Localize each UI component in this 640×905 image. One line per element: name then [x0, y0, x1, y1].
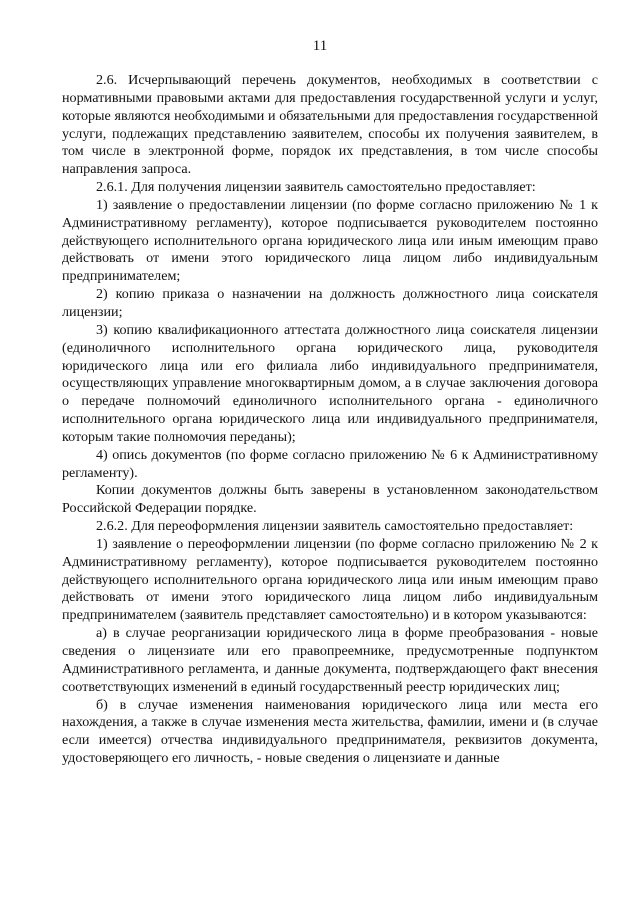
paragraph-2-6-2: 2.6.2. Для переоформления лицензии заявитель самостоятельно предоставляет:	[96, 518, 574, 535]
paragraph-2-6: 2.6. Исчерпывающий перечень документов, необходимых в соответствии с нормативными правовыми актами для предоставления государственной услуги и услуг, которые являются необходимыми и обязательными для предоставления государственной услуги, подлежащих представлению заявителем, способы их получения заявителем, в том числе в электронной форме, порядок их представления, в том числе способы направления запроса.	[62, 72, 598, 178]
list-item-2-appointment-order: 2) копию приказа о назначении на должность должностного лица соискателя лицензии;	[62, 286, 598, 320]
list-item-4-document-inventory: 4) опись документов (по форме согласно приложению № 6 к Административному регламенту).	[62, 446, 598, 481]
list-item-1-license-application: 1) заявление о предоставлении лицензии (по форме согласно приложению № 1 к Административному регламенту), которое подписывается руководителем постоянно действующего исполнительного органа юридического лица или иным имеющим право действовать от имени этого юридического лица лицом либо индивидуальным предпринимателем;	[62, 196, 598, 285]
sub-item-b-name-change: б) в случае изменения наименования юридического лица или места его нахождения, а также в случае изменения места жительства, фамилии, имени и (в случае если имеется) отчества индивидуального предпринимателя, реквизитов документа, удостоверяющего его личность, - новые сведения о лицензиате и данные	[62, 696, 598, 767]
sub-item-a-reorganization: а) в случае реорганизации юридического лица в форме преобразования - новые сведения о лицензиате или его правопреемнике, предусмотренные подпунктом Административного регламента, и данные документа, подтверждающего факт внесения соответствующих изменений в единый государственный реестр юридических лиц;	[62, 625, 598, 695]
list-item-3-qualification-certificate: 3) копию квалификационного аттестата должностного лица соискателя лицензии (единоличного исполнительного органа юридического лица, руководителя юридического лица или его филиала либо индивидуального предпринимателя, осуществляющих управление многоквартирным домом, а в случае заключения договора о передаче полномочий единоличного исполнительного органа - единоличного исполнительного органа юридического лица или индивидуального предпринимателя, которым такие полномочия переданы);	[62, 321, 598, 445]
page-number: 11	[312, 38, 328, 54]
list-item-1-reissue-application: 1) заявление о переоформлении лицензии (по форме согласно приложению № 2 к Административному регламенту), которое подписывается руководителем постоянно действующего исполнительного органа юридического лица или иным имеющим право действовать от имени этого юридического лица лицом либо индивидуальным предпринимателем (заявитель представляет самостоятельно) и в котором указываются:	[62, 535, 598, 624]
paragraph-2-6-1: 2.6.1. Для получения лицензии заявитель самостоятельно предоставляет:	[96, 179, 536, 196]
document-body	[62, 72, 598, 768]
paragraph-copies-certified: Копии документов должны быть заверены в установленном законодательством Российской Федерации порядке.	[62, 482, 598, 517]
